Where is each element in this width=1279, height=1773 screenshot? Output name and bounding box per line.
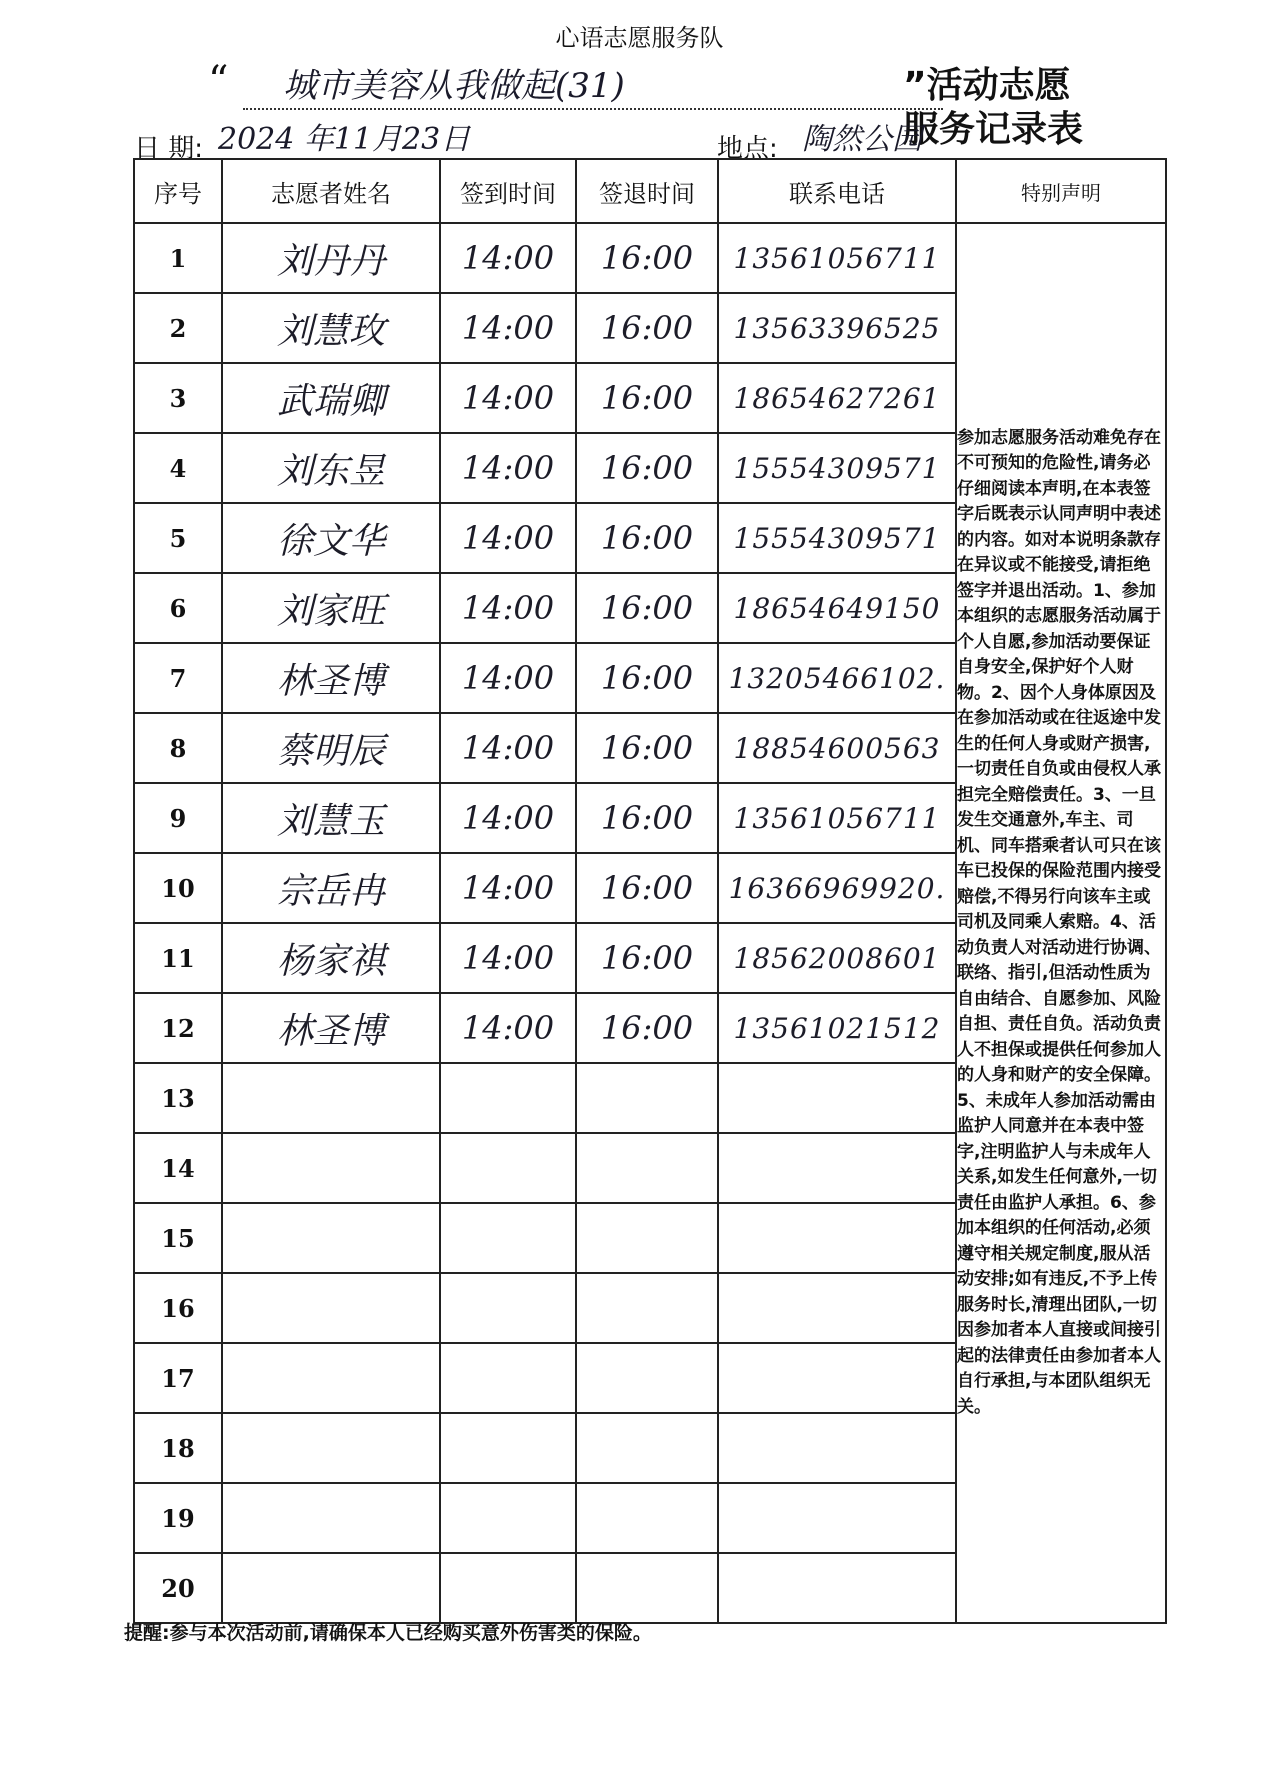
row-number: 1	[134, 223, 222, 293]
sign-out-time: 16:00	[576, 713, 718, 783]
sign-in-time	[440, 1273, 576, 1343]
sign-in-time: 14:00	[440, 503, 576, 573]
volunteer-name	[222, 1133, 440, 1203]
sign-in-time	[440, 1133, 576, 1203]
header-serial: 序号	[134, 159, 222, 223]
sign-out-time: 16:00	[576, 433, 718, 503]
phone-number: 13561056711	[718, 223, 956, 293]
sign-in-time	[440, 1203, 576, 1273]
volunteer-name: 刘东昱	[222, 433, 440, 503]
row-number: 17	[134, 1343, 222, 1413]
phone-number: 13563396525	[718, 293, 956, 363]
phone-number	[718, 1483, 956, 1553]
sign-in-time	[440, 1063, 576, 1133]
sign-out-time: 16:00	[576, 363, 718, 433]
sign-in-time: 14:00	[440, 363, 576, 433]
sign-in-time: 14:00	[440, 293, 576, 363]
row-number: 15	[134, 1203, 222, 1273]
special-declaration: 参加志愿服务活动难免存在不可预知的危险性,请务必仔细阅读本声明,在本表签字后既表示认同声明中表述的内容。如对本说明条款存在异议或不能接受,请拒绝签字并退出活动。1、参加本组织的志愿服务活动属于个人自愿,参加活动要保证自身安全,保护好个人财物。2、因个人身体原因及在参加活动或在往返途中发生的任何人身或财产损害,一切责任自负或由侵权人承担完全赔偿责任。3、一旦发生交通意外,车主、司机、同车搭乘者认可只在该车已投保的保险范围内接受赔偿,不得另行向该车主或司机及同乘人索赔。4、活动负责人对活动进行协调、联络、指引,但活动性质为自由结合、自愿参加、风险自担、责任自负。活动负责人不担保或提供任何参加人的人身和财产的安全保障。5、未成年人参加活动需由监护人同意并在本表中签字,注明监护人与未成年人关系,如发生任何意外,一切责任由监护人承担。6、参加本组织的任何活动,必须遵守相关规定制度,服从活动安排;如有违反,不予上传服务时长,清理出团队,一切因参加者本人直接或间接引起的法律责任由参加者本人自行承担,与本团队组织无关。	[956, 223, 1166, 1623]
row-number: 7	[134, 643, 222, 713]
sign-out-time: 16:00	[576, 503, 718, 573]
phone-number: 13561021512	[718, 993, 956, 1063]
volunteer-name	[222, 1483, 440, 1553]
phone-number: 18562008601	[718, 923, 956, 993]
phone-number: 18854600563	[718, 713, 956, 783]
volunteer-name: 林圣博	[222, 993, 440, 1063]
sign-in-time	[440, 1413, 576, 1483]
sign-out-time	[576, 1273, 718, 1343]
sign-out-time: 16:00	[576, 993, 718, 1063]
row-number: 2	[134, 293, 222, 363]
row-number: 5	[134, 503, 222, 573]
volunteer-name: 林圣博	[222, 643, 440, 713]
header-phone: 联系电话	[718, 159, 956, 223]
phone-number	[718, 1413, 956, 1483]
volunteer-name: 刘慧玫	[222, 293, 440, 363]
row-number: 8	[134, 713, 222, 783]
volunteer-name: 刘家旺	[222, 573, 440, 643]
table-header-row	[134, 159, 1166, 223]
sign-in-time: 14:00	[440, 643, 576, 713]
date-label: 日 期:	[134, 134, 204, 164]
title-text: ”活动志愿服务记录表	[903, 65, 1084, 150]
volunteer-name: 刘慧玉	[222, 783, 440, 853]
sign-in-time: 14:00	[440, 573, 576, 643]
sign-out-time	[576, 1553, 718, 1623]
sign-in-time: 14:00	[440, 923, 576, 993]
table-row	[134, 223, 1166, 293]
sign-out-time: 16:00	[576, 853, 718, 923]
activity-name-handwritten: 城市美容从我做起(31)	[243, 64, 943, 110]
volunteer-name: 宗岳冉	[222, 853, 440, 923]
sign-out-time	[576, 1133, 718, 1203]
phone-number: 18654627261	[718, 363, 956, 433]
sign-out-time: 16:00	[576, 223, 718, 293]
sign-out-time: 16:00	[576, 783, 718, 853]
sign-out-time: 16:00	[576, 293, 718, 363]
volunteer-name	[222, 1413, 440, 1483]
sign-out-time: 16:00	[576, 643, 718, 713]
phone-number: 15554309571	[718, 433, 956, 503]
volunteer-name	[222, 1343, 440, 1413]
row-number: 9	[134, 783, 222, 853]
row-number: 11	[134, 923, 222, 993]
volunteer-name: 武瑞卿	[222, 363, 440, 433]
phone-number	[718, 1273, 956, 1343]
header-sign-in-time: 签到时间	[440, 159, 576, 223]
row-number: 14	[134, 1133, 222, 1203]
volunteer-name: 蔡明辰	[222, 713, 440, 783]
phone-number: 13205466102.	[718, 643, 956, 713]
sign-in-time	[440, 1343, 576, 1413]
sign-in-time: 14:00	[440, 853, 576, 923]
phone-number: 15554309571	[718, 503, 956, 573]
phone-number	[718, 1063, 956, 1133]
row-number: 6	[134, 573, 222, 643]
volunteer-name	[222, 1203, 440, 1273]
phone-number: 13561056711	[718, 783, 956, 853]
sign-out-time	[576, 1483, 718, 1553]
sign-out-time	[576, 1413, 718, 1483]
sign-in-time: 14:00	[440, 223, 576, 293]
phone-number: 18654649150	[718, 573, 956, 643]
sign-out-time	[576, 1343, 718, 1413]
sign-in-time: 14:00	[440, 783, 576, 853]
footer-reminder: 提醒:参与本次活动前,请确保本人已经购买意外伤害类的保险。	[124, 1622, 652, 1644]
row-number: 3	[134, 363, 222, 433]
phone-number	[718, 1203, 956, 1273]
table-body	[134, 223, 1166, 1623]
phone-number	[718, 1343, 956, 1413]
volunteer-name	[222, 1273, 440, 1343]
sign-out-time: 16:00	[576, 923, 718, 993]
sign-out-time	[576, 1203, 718, 1273]
sign-out-time: 16:00	[576, 573, 718, 643]
sign-out-time	[576, 1063, 718, 1133]
sign-in-time: 14:00	[440, 433, 576, 503]
location-value: 陶然公园	[802, 122, 1092, 160]
volunteer-name: 杨家祺	[222, 923, 440, 993]
phone-number	[718, 1553, 956, 1623]
volunteer-name	[222, 1063, 440, 1133]
phone-number	[718, 1133, 956, 1203]
row-number: 19	[134, 1483, 222, 1553]
row-number: 20	[134, 1553, 222, 1623]
volunteer-record-table	[133, 158, 1167, 1624]
location-label: 地点:	[717, 134, 778, 164]
meta-row	[134, 122, 1134, 162]
header-declaration: 特别声明	[956, 159, 1166, 223]
row-number: 10	[134, 853, 222, 923]
row-number: 18	[134, 1413, 222, 1483]
row-number: 13	[134, 1063, 222, 1133]
sign-in-time	[440, 1553, 576, 1623]
row-number: 12	[134, 993, 222, 1063]
phone-number: 16366969920.	[718, 853, 956, 923]
volunteer-name	[222, 1553, 440, 1623]
volunteer-name: 徐文华	[222, 503, 440, 573]
row-number: 16	[134, 1273, 222, 1343]
organization-name: 心语志愿服务队	[555, 24, 724, 52]
row-number: 4	[134, 433, 222, 503]
volunteer-name: 刘丹丹	[222, 223, 440, 293]
header-sign-out-time: 签退时间	[576, 159, 718, 223]
sign-in-time: 14:00	[440, 993, 576, 1063]
date-value: 2024 年11月23日	[218, 122, 608, 160]
sign-in-time	[440, 1483, 576, 1553]
header-volunteer-name: 志愿者姓名	[222, 159, 440, 223]
sign-in-time: 14:00	[440, 713, 576, 783]
title-quote-open: “	[208, 58, 229, 104]
